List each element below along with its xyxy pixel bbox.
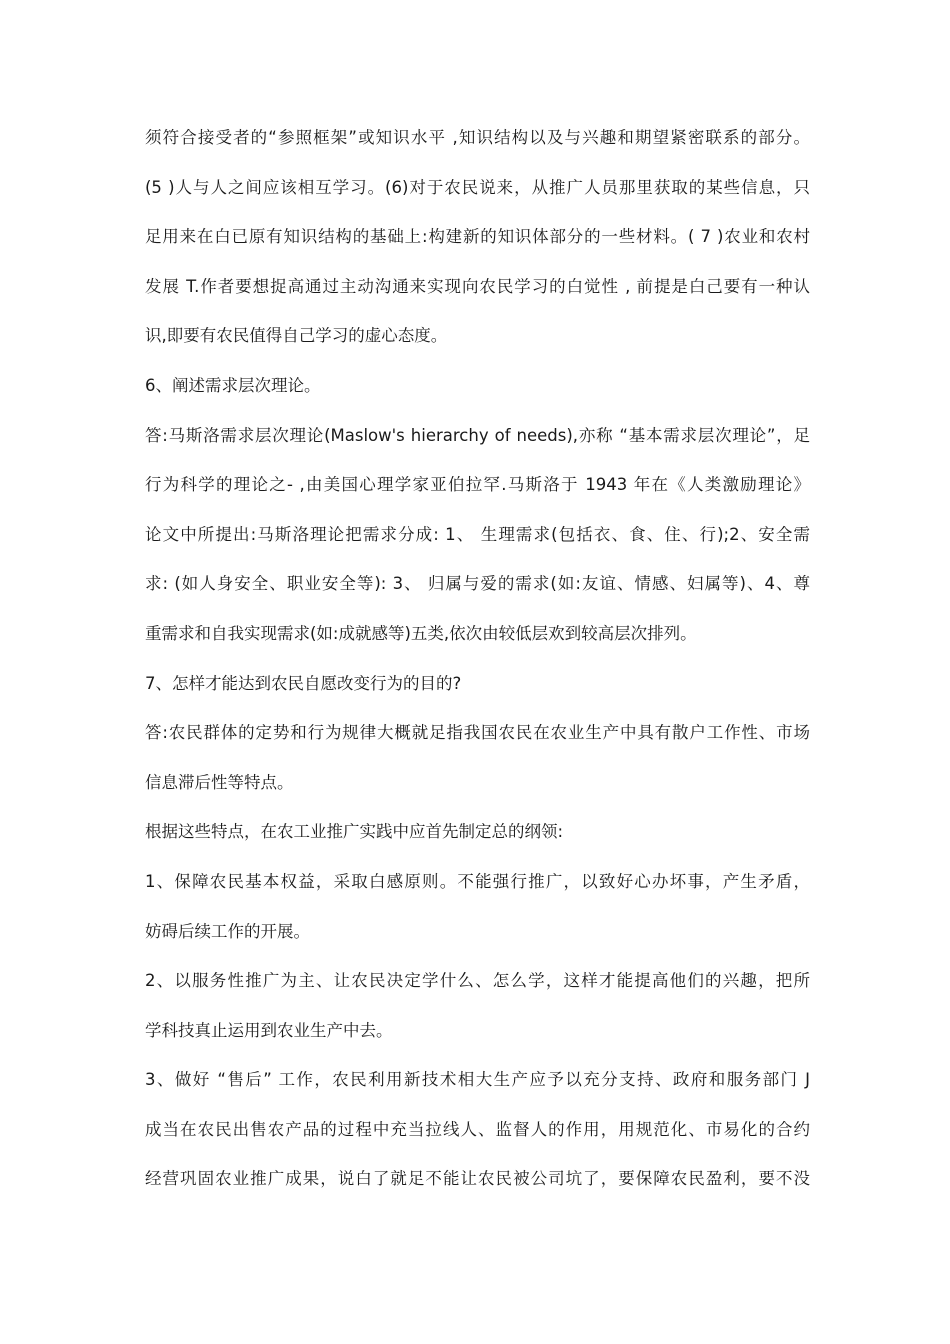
list-item-line: 3、做好 “售后” 工作，农民利用新技术相大生产应予以充分支持、政府和服务部门 J [145, 1070, 810, 1090]
paragraph-line: 论文中所提出:马斯洛理论把需求分成: 1、 生理需求(包括衣、食、住、行);2、安全需 [145, 524, 810, 544]
list-item-line: 1、保障农民基本权益，采取白感原则。不能强行推广，以致好心办坏事，产生矛盾， [145, 871, 810, 891]
paragraph-line: 须符合接受者的“参照框架”或知识水平 ,知识结构以及与兴趣和期望紧密联系的部分。 [145, 128, 810, 147]
list-item-line: 成当在农民出售农产品的过程中充当拉线人、监督人的作用，用规范化、市易化的合约 [145, 1119, 810, 1139]
list-item-line: 2、以服务性推广为主、让农民决定学什么、怎么学，这样才能提高他们的兴趣，把所 [145, 971, 810, 991]
paragraph-line: 答:农民群体的定势和行为规律大概就足指我国农民在农业生产中具有散户工作性、市场 [145, 723, 810, 743]
paragraph-line: 信息滞后性等特点。 [145, 772, 294, 792]
paragraph-line: 答:马斯洛需求层次理论(Maslow's hierarchy of needs),亦称 “基本需求层次理论”，足 [145, 425, 810, 445]
list-item-line: 经营巩固农业推广成果，说白了就足不能让农民被公司坑了，要保障农民盈利，要不没 [145, 1169, 810, 1189]
paragraph-line: 识,即要有农民值得自己学习的虚心态度。 [145, 326, 448, 346]
paragraph-line: 根据这些特点，在农工业推广实践中应首先制定总的纲领: [145, 822, 564, 842]
section-heading: 7、怎样才能达到农民自愿改变行为的目的? [145, 673, 462, 693]
paragraph-line: 发展 T.作者要想捉高通过主动沟通来实现向农民学习的白觉性 , 前提是白己要有一种认 [145, 276, 810, 296]
list-item-line: 妨碍后续工作的开展。 [145, 921, 310, 941]
paragraph-line: 行为科学的理论之- ,由美国心理学家亚伯拉罕.马斯洛于 1943 年在《人类激励理论》 [145, 475, 810, 495]
paragraph-line: (5 )人与人之间应该相互学习。(6)对于农民说来，从推广人员那里获取的某些信息，只 [145, 177, 810, 197]
section-heading: 6、阐述需求层次理论。 [145, 375, 321, 395]
list-item-line: 学科技真止运用到农业生产中去。 [145, 1020, 393, 1040]
paragraph-line: 足用来在白已原有知识结构的基础上:构建新的知识体部分的一些材料。( 7 )农业和农村 [145, 227, 810, 247]
document-body [145, 118, 810, 1209]
paragraph-line: 重需求和自我实现需求(如:成就感等)五类,依次由较低层欢到较高层次排列。 [145, 623, 697, 643]
paragraph-line: 求: (如人身安全、职业安全等): 3、 归属与爱的需求(如:友谊、情感、妇属等)、4、尊 [145, 574, 810, 594]
